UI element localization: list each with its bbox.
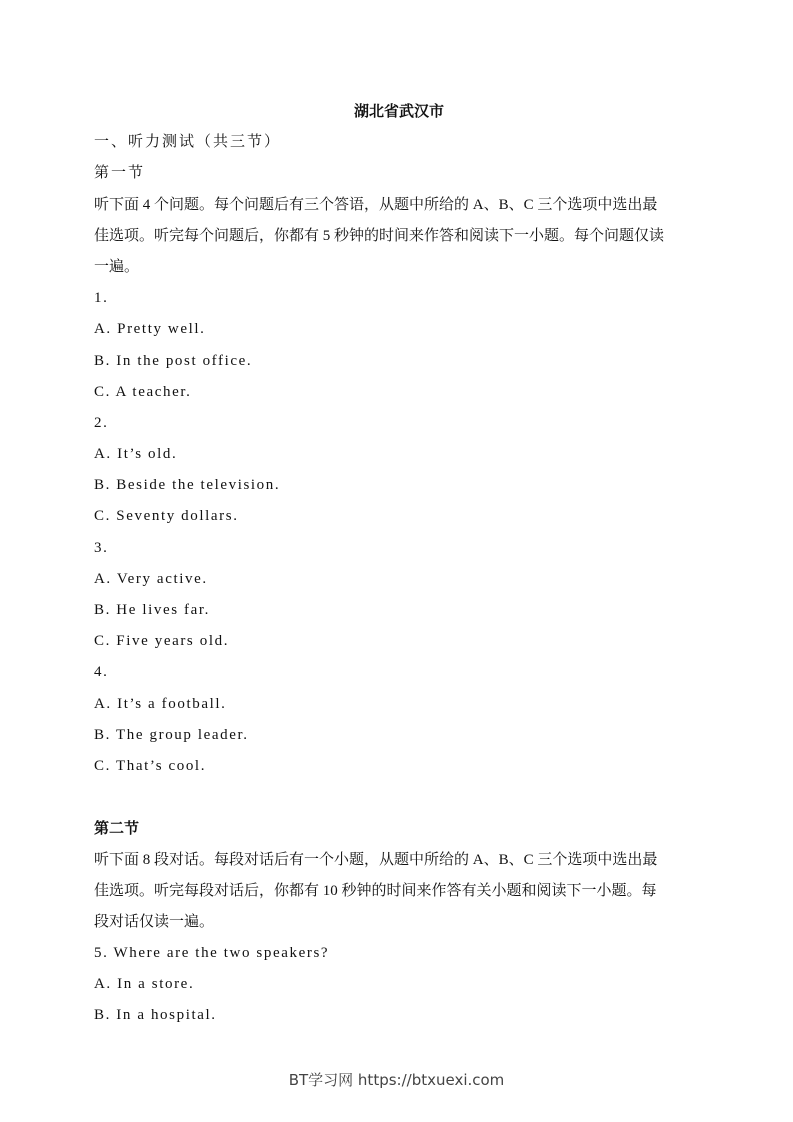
- answer-option: C. A teacher.: [94, 383, 192, 400]
- watermark-footer: BT学习网 https://btxuexi.com: [288, 1071, 505, 1089]
- section-1-instructions-line: 一遍。: [94, 258, 140, 275]
- answer-option: A. In a store.: [94, 976, 195, 993]
- answer-option: A. Very active.: [94, 570, 208, 587]
- answer-option: B. The group leader.: [94, 726, 249, 743]
- document-page: [94, 96, 704, 1032]
- part-heading: 一、听力测试（共三节）: [94, 134, 282, 151]
- answer-option: B. In the post office.: [94, 352, 253, 369]
- section-2-heading: 第二节: [94, 819, 140, 838]
- question-number: 4.: [94, 664, 109, 681]
- section-2-instructions-line: 段对话仅读一遍。: [94, 913, 215, 930]
- answer-option: A. It’s a football.: [94, 695, 227, 712]
- answer-option: C. That’s cool.: [94, 757, 207, 774]
- answer-option: B. He lives far.: [94, 602, 210, 618]
- section-2-instructions-line: 听下面 8 段对话。每段对话后有一个小题，从题中所给的 A、B、C 三个选项中选出最: [94, 851, 658, 868]
- answer-option: C. Five years old.: [94, 633, 230, 650]
- section-2-instructions-line: 佳选项。听完每段对话后，你都有 10 秒钟的时间来作答有关小题和阅读下一小题。每: [94, 882, 657, 899]
- question-number: 3.: [94, 539, 109, 556]
- answer-option: A. Pretty well.: [94, 321, 206, 338]
- answer-option: C. Seventy dollars.: [94, 508, 239, 525]
- answer-option: B. Beside the television.: [94, 477, 281, 494]
- section-1-instructions-line: 佳选项。听完每个问题后，你都有 5 秒钟的时间来作答和阅读下一小题。每个问题仅读: [94, 227, 665, 244]
- question-number: 1.: [94, 290, 109, 307]
- question-number: 2.: [94, 414, 109, 431]
- section-1-instructions-line: 听下面 4 个问题。每个问题后有三个答语，从题中所给的 A、B、C 三个选项中选出最: [94, 196, 658, 213]
- answer-option: A. It’s old.: [94, 446, 178, 463]
- document-title: 湖北省武汉市: [353, 102, 444, 120]
- section-1-heading: 第一节: [94, 165, 146, 182]
- question-stem: 5. Where are the two speakers?: [94, 945, 330, 962]
- spacer: [94, 782, 704, 813]
- answer-option: B. In a hospital.: [94, 1007, 217, 1024]
